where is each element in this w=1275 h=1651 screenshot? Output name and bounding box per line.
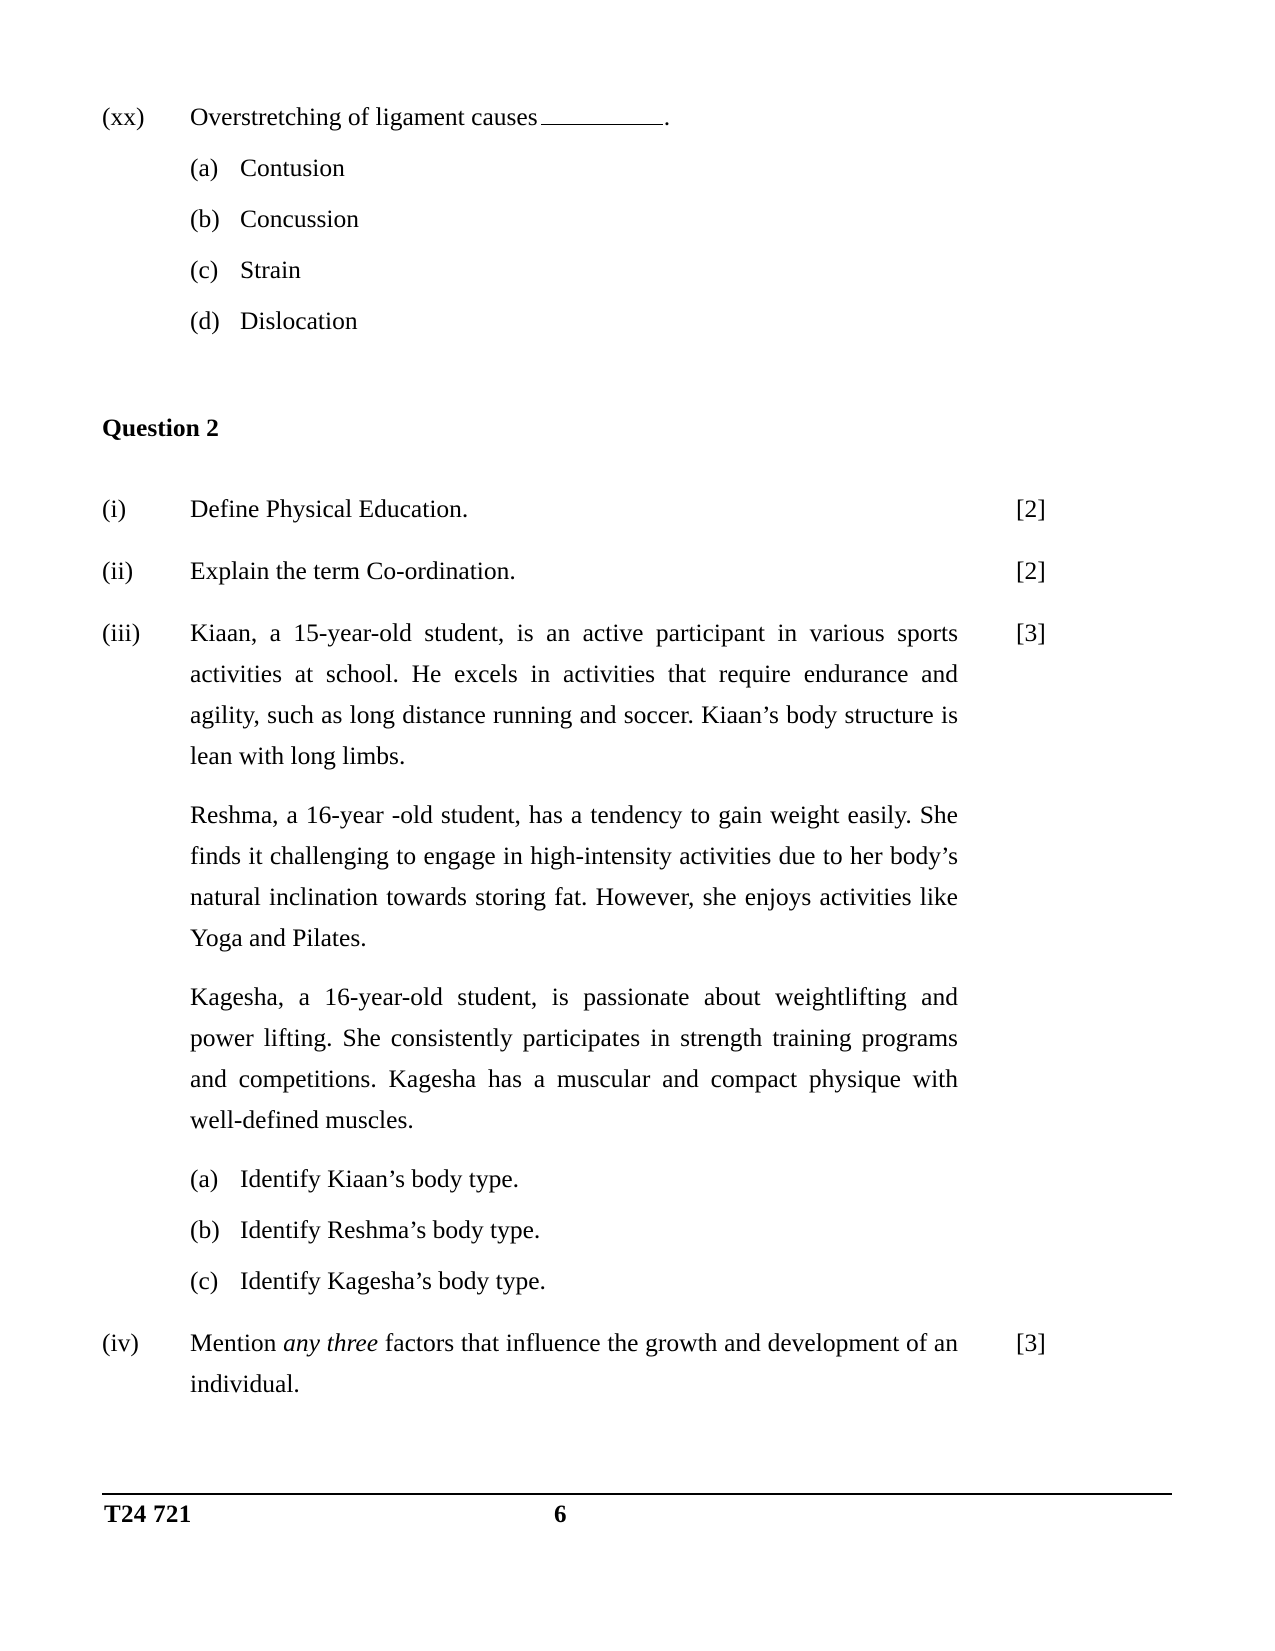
item-ii-text: Explain the term Co-ordination. — [190, 556, 516, 585]
case-paragraph-kagesha: Kagesha, a 16-year-old student, is passionate about weightlifting and power lifting. She consistently participates in strength training programs and competitions. Kagesha has a muscular and compact physique with well-defined muscles. — [190, 982, 958, 1134]
item-ii-marks: [2] — [1016, 556, 1046, 585]
spacer — [190, 1250, 958, 1260]
item-iv-marker: (iv) — [102, 1328, 139, 1357]
question-xx-stem-text: Overstretching of ligament causes — [190, 102, 538, 131]
spacer — [190, 1140, 958, 1158]
question-xx-stem-row — [102, 96, 1172, 137]
question-2-heading: Question 2 — [102, 413, 219, 442]
spacer — [190, 1199, 958, 1209]
option-b-marker: (b) — [190, 204, 220, 233]
item-iii-marks: [3] — [1016, 618, 1046, 647]
item-iii-marker: (iii) — [102, 618, 141, 647]
item-iii-sub-c — [190, 1260, 1260, 1301]
item-iv-text-before: Mention — [190, 1328, 284, 1357]
item-i-marker: (i) — [102, 494, 127, 523]
option-a-label: Contusion — [240, 153, 345, 182]
option-c-label: Strain — [240, 255, 301, 284]
question-2-item-ii — [102, 550, 1172, 591]
item-iv-emphasis: any three — [283, 1328, 379, 1357]
fill-in-blank — [541, 104, 663, 125]
option-a-marker: (a) — [190, 153, 219, 182]
spacer — [102, 341, 1172, 407]
option-d-label: Dislocation — [240, 306, 358, 335]
spacer — [102, 591, 1172, 612]
option-d-marker: (d) — [190, 306, 220, 335]
page-footer — [102, 1493, 1172, 1541]
item-i-marks: [2] — [1016, 494, 1046, 523]
item-i-text: Define Physical Education. — [190, 494, 469, 523]
question-xx-marker: (xx) — [102, 102, 145, 131]
spacer — [102, 529, 1172, 550]
sub-b-marker: (b) — [190, 1215, 220, 1244]
spacer — [190, 239, 1172, 249]
sub-b-text: Identify Reshma’s body type. — [240, 1215, 541, 1244]
option-c-row[interactable] — [190, 249, 1260, 290]
option-c-marker: (c) — [190, 255, 219, 284]
sub-c-marker: (c) — [190, 1266, 219, 1295]
option-d-row[interactable] — [190, 300, 1260, 341]
item-ii-marker: (ii) — [102, 556, 134, 585]
spacer — [102, 137, 1172, 147]
question-2-item-i — [102, 488, 1172, 529]
item-iii-body — [190, 612, 958, 1301]
question-xx-options — [190, 147, 1172, 341]
footer-content — [102, 1495, 1172, 1541]
item-iv-text — [190, 1322, 958, 1404]
case-paragraph-kiaan: Kiaan, a 15-year-old student, is an active participant in various sports activities at school. He excels in activities that require endurance and agility, such as long distance running and soccer. Kiaan’s body structure is lean with long limbs. — [190, 618, 958, 770]
option-b-label: Concussion — [240, 204, 360, 233]
spacer — [190, 290, 1172, 300]
sub-c-text: Identify Kagesha’s body type. — [240, 1266, 546, 1295]
option-b-row[interactable] — [190, 198, 1260, 239]
spacer — [190, 188, 1172, 198]
spacer — [102, 448, 1172, 488]
question-2-item-iv — [102, 1322, 1172, 1404]
item-iii-sub-a — [190, 1158, 1260, 1199]
page-content — [102, 0, 1172, 1404]
spacer — [190, 958, 958, 976]
question-xx-stem-tail: . — [663, 102, 671, 131]
case-paragraph-reshma: Reshma, a 16-year -old student, has a tendency to gain weight easily. She finds it challenging to engage in high-intensity activities due to her body’s natural inclination towards storing fat. However, she enjoys activities like Yoga and Pilates. — [190, 800, 958, 952]
option-a-row[interactable] — [190, 147, 1260, 188]
page-number: 6 — [554, 1501, 567, 1528]
sub-a-marker: (a) — [190, 1164, 219, 1193]
spacer — [190, 776, 958, 794]
item-iv-text-after: factors that influence the growth and development of an individual. — [190, 1328, 958, 1398]
top-spacer — [102, 0, 1172, 96]
item-iii-sub-b — [190, 1209, 1260, 1250]
paper-code: T24 721 — [104, 1501, 192, 1528]
question-xx-stem — [190, 96, 958, 137]
question-2-item-iii — [102, 612, 1172, 1301]
sub-a-text: Identify Kiaan’s body type. — [240, 1164, 520, 1193]
item-iv-marks: [3] — [1016, 1328, 1046, 1357]
spacer — [102, 1301, 1172, 1322]
